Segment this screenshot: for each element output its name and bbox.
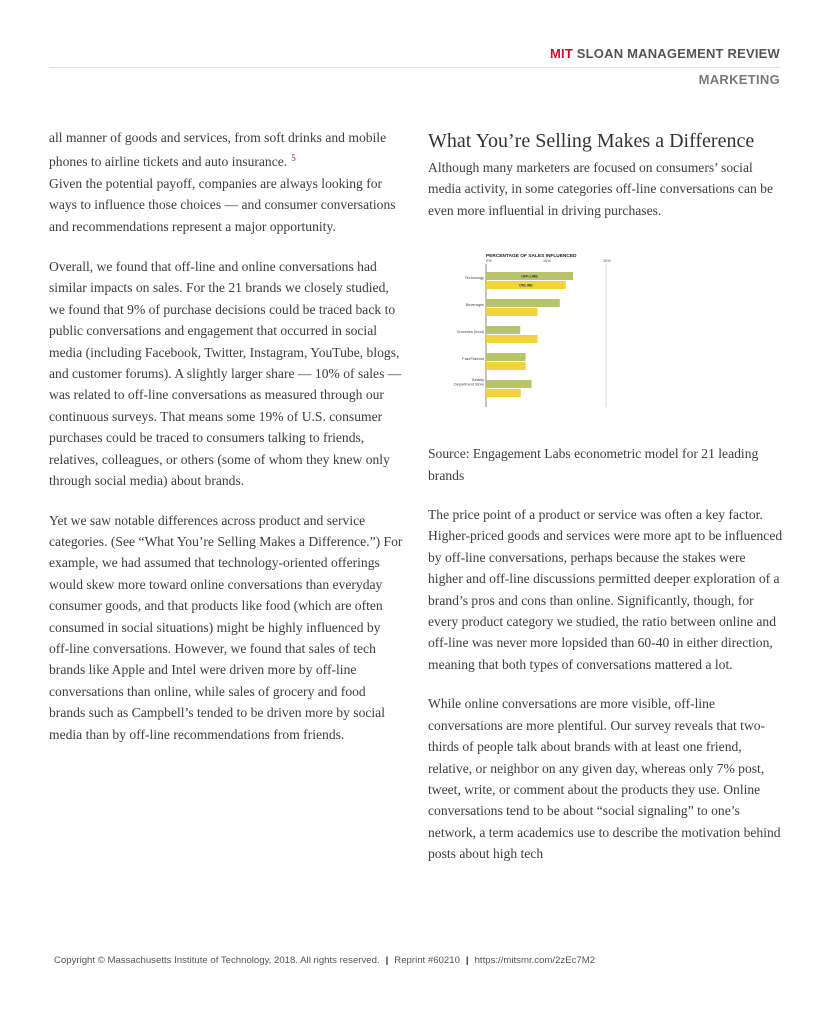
footer-separator: | — [385, 955, 389, 966]
chart-title: PERCENTAGE OF SALES INFLUENCED — [486, 254, 577, 260]
bar-online — [486, 389, 521, 397]
bar-off-line — [486, 380, 532, 388]
category-label: Fast/Takeout — [462, 357, 484, 362]
brand-mit: MIT — [549, 46, 573, 61]
category-label: Groceries (food) — [456, 330, 484, 335]
chart-intro: Although many marketers are focused on consumers’ social media activity, in some categories off-line conversations can be even more influential in driving purchases. — [428, 160, 774, 218]
copyright-text: Copyright © Massachusetts Institute of Technology, 2018. All rights reserved. — [54, 955, 380, 966]
chart-svg — [436, 251, 616, 407]
section-label: MARKETING — [698, 72, 780, 87]
sales-influence-chart — [436, 251, 616, 407]
series-label: ONLINE — [519, 283, 533, 288]
category-label: Beauty Department Store — [454, 378, 484, 387]
category-label: Technology — [464, 276, 484, 281]
chart-heading: What You’re Selling Makes a Difference — [428, 130, 755, 152]
footer-separator: | — [465, 955, 469, 966]
left-p1-text: all manner of goods and services, from soft drinks and mobile phones to airline tickets and auto insurance. — [49, 130, 387, 170]
chart-source: Source: Engagement Labs econometric model for 21 leading brands — [428, 446, 759, 483]
header-divider — [49, 67, 780, 68]
x-tick-label: 20% — [603, 259, 611, 264]
reprint-link[interactable]: https://mitsmr.com/2zEc7M2 — [474, 955, 596, 966]
publication-brand — [550, 46, 780, 61]
footnote-ref[interactable]: 5 — [291, 153, 296, 164]
brand-name: SLOAN MANAGEMENT REVIEW — [576, 46, 780, 61]
left-paragraph-1 — [49, 127, 403, 237]
bar-off-line — [486, 353, 526, 361]
right-paragraph-1: The price point of a product or service was often a key factor. Higher-priced goods and services were more apt to be influenced by off-line conversations, perhaps because the stakes were higher and off-line discussions permitted deeper exploration of a brand’s pros and cons than online. Significantly, though, for every product category we studied, the ratio between online and off-line was never more lopsided than 60-40 in either direction, meaning that both types of conversations mattered a lot. — [428, 507, 783, 672]
left-p1b-text: Given the potential payoff, companies are always looking for ways to influence those choices — and consumer conversations and recommendations represent a major opportunity. — [49, 175, 396, 234]
right-paragraph-2: While online conversations are more visible, off-line conversations are more plentiful. Our survey reveals that two-thirds of people talk about brands with at least one friend, relative, or neighbor on any given day, whereas only 7% post, tweet, write, or comment about the products they use. Online conversations tend to be about “social signaling” to one’s network, a term academics use to describe the motivation behind posts about high tech — [428, 696, 781, 862]
x-tick-label: 0% — [486, 259, 492, 264]
bar-off-line — [486, 326, 520, 334]
right-column — [428, 127, 783, 883]
left-paragraph-3: Yet we saw notable differences across product and service categories. (See “What You’re Selling Makes a Difference.”) For example, we had assumed that technology-oriented offerings would skew more toward online conversations than everyday consumer goods, and that products like food (which are often consumed in social situations) might be highly influenced by off-line conversations. However, we found that sales of tech brands like Apple and Intel were driven more by off-line conversations than online, while sales of grocery and food brands such as Campbell’s tended to be driven more by social media than by off-line recommendations from friends. — [49, 512, 403, 742]
bar-online — [486, 308, 538, 316]
bar-online — [486, 362, 526, 370]
bar-off-line — [486, 299, 560, 307]
x-tick-label: 10% — [543, 259, 551, 264]
category-label: Beverages — [465, 303, 484, 308]
series-label: OFF-LINE — [521, 274, 538, 279]
left-paragraph-2: Overall, we found that off-line and online conversations had similar impacts on sales. For the 21 brands we closely studied, we found that 9% of purchase decisions could be traced back to public conversations and engagement that occurred in social media (including Facebook, Twitter, Instagram, YouTube, blogs, and customer forums). A slightly larger share — 10% of sales — was related to off-line conversations as measured through our continuous surveys. That means some 19% of U.S. consumer purchases could be traced to consumers talking to friends, relatives, colleagues, or others (some of whom they knew only through social media) about brands. — [49, 259, 402, 489]
page-footer — [54, 955, 595, 966]
bar-online — [486, 335, 538, 343]
left-column — [49, 127, 403, 763]
reprint-number: Reprint #60210 — [394, 955, 460, 966]
